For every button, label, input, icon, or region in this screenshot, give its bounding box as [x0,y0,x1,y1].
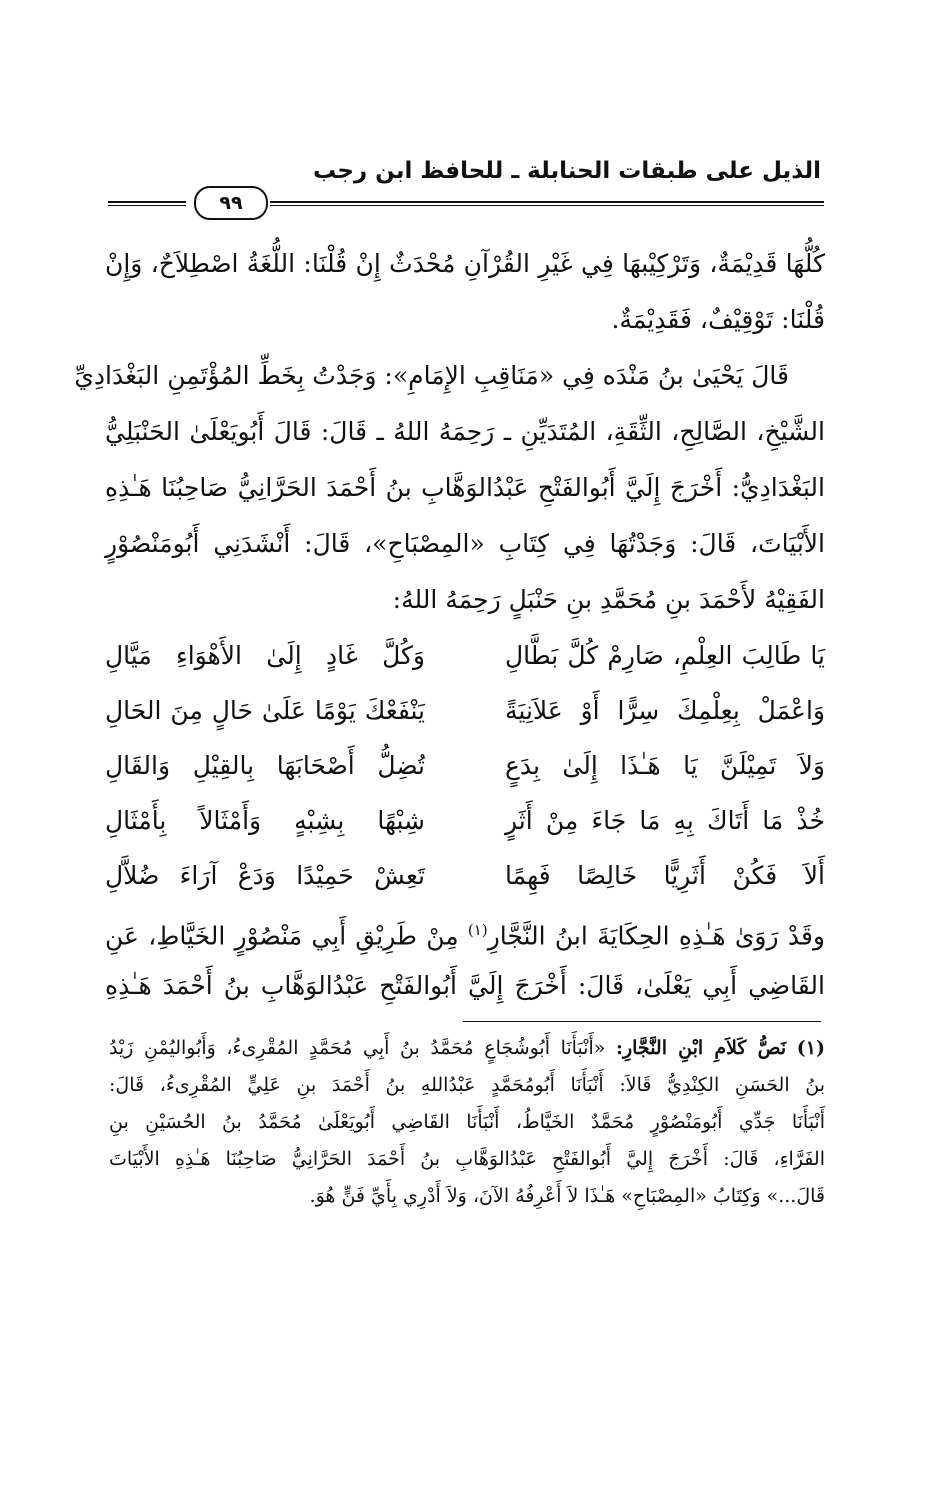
paragraph-2 [74,348,825,628]
verse-first-hemistich: وَاعْمَلْ بِعِلْمِكَ سِرًّا أَوْ عَلاَنِيَةً [505,696,825,725]
paragraph-1 [105,236,825,348]
running-header-title: الذيل على طبقات الحنابلة ـ للحافظ ابن رجب [312,158,821,184]
footnote-text: «أَنْبَأَنَا أَبُوشُجَاعٍ مُحَمَّدُ بنُ أَبِي مُحَمَّدٍ المُقْرِىءُ، وَأَبُواليُمْنِ زَيْدُ [109,1037,606,1059]
text-line [105,902,825,958]
poem-verse [105,793,825,848]
text-line: كُلُّهَا قَدِيْمَةٌ، وَتَرْكِيْبهَا فِي غَيْرِ القُرْآنِ مُحْدَثٌ إِنْ قُلْنَا: اللُّغَةُ اصْطِلاَحٌ، وَإِنْ [105,249,825,278]
footnote-marker: (١) [796,1037,825,1059]
text-line: قَالَ يَحْيَىٰ بنُ مَنْدَه فِي «مَنَاقِبِ الإِمَامِ»: وَجَدْتُ بِخَطِّ المُؤْتَمِنِ البَغْدَادِيِّ [74,361,789,390]
verse-second-hemistich: وَكُلَّ غَادٍ إِلَىٰ الأَهْوَاءِ مَيَّالِ [105,641,425,670]
verse-first-hemistich: يَا طَالِبَ العِلْمِ، صَارِمْ كُلَّ بَطَّالِ [505,641,825,670]
verse-second-hemistich: تُضِلُّ أَصْحَابَهَا بِالقِيْلِ وَالقَالِ [105,751,425,780]
verse-first-hemistich: خُذْ مَا أَتَاكَ بِهِ مَا جَاءَ مِنْ أَثَرٍ [505,806,825,835]
verse-second-hemistich: شِبْهًا بِشِبْهٍ وَأَمْثَالاً بِأَمْثَالِ [105,806,425,835]
text-segment: وقَدْ رَوَىٰ هَـٰذِهِ الحِكَايَةَ ابنُ النَّجَّارِ [487,921,825,951]
verse-second-hemistich: يَنْفَعْكَ يَوْمًا عَلَىٰ حَالٍ مِنَ الحَالِ [105,696,425,725]
header-rule-left [108,201,186,206]
footnote-reference[interactable]: (١) [467,921,488,939]
poem-verse [105,628,825,683]
header-rule-right [270,201,824,206]
header-rule-row [108,186,824,220]
verse-first-hemistich: وَلاَ تَمِيْلَنَّ يَا هَـٰذَا إِلَىٰ بِدَعٍ [505,751,825,780]
text-line: الشَّيْخِ، الصَّالِحِ، الثِّقَةِ، المُتَدَيِّنِ ـ رَحِمَهُ اللهُ ـ قَالَ: قَالَ أَبُويَعْلَىٰ الحَنْبَلِيُّ [105,417,825,446]
footnote-separator [463,1021,821,1022]
text-segment: مِنْ طَرِيْقِ أَبِي مَنْصُوْرٍ الخَيَّاطِ، عَنِ [105,921,459,951]
footnote-line: بنُ الحَسَنِ الكِنْدِيُّ قَالاَ: أَنْبَأَنَا أَبُومُحَمَّدٍ عَبْدُاللهِ بنُ أَحْمَدَ بنِ عَلِيٍّ المُقْرِىءُ، قَالَ: [109,1074,825,1096]
text-line: الأَبْيَاتَ، قَالَ: وَجَدْتُهَا فِي كِتَابِ «المِصْبَاحِ»، قَالَ: أَنْشَدَنِي أَبُومَنْصُوْرٍ [105,529,825,558]
verse-first-hemistich: أَلاَ فَكُنْ أَثَرِيًّا خَالِصًا فَهِمًا [505,861,825,890]
poem [105,628,825,903]
footnote-line [109,1030,825,1067]
footnote-line: قَالَ...» وَكِتَابُ «المِصْبَاحِ» هَـٰذَا لاَ أَعْرِفُهُ الآنَ، وَلاَ أَدْرِي بِأَيِّ فَنٍّ هُوَ. [309,1185,825,1207]
poem-verse [105,848,825,903]
verse-second-hemistich: تَعِشْ حَمِيْدًا وَدَعْ آرَاءَ ضُلاَّلِ [105,861,425,890]
footnote-lead: نَصُّ كَلاَمِ ابْنِ النَّجَّارِ: [615,1037,787,1059]
footnote-line: الفَرَّاءِ، قَالَ: أَخْرَجَ إِليَّ أَبُوالفَتْحِ عَبْدُالوَهَّابِ بنُ أَحْمَدَ الحَرَّانِيُّ صَاحِبُنَا هَـٰذِهِ الأَبْيَاتَ [109,1148,825,1170]
text-line: قُلْنَا: تَوْقِيْفٌ، فَقَدِيْمَةٌ. [611,305,825,334]
footnote-1 [109,1030,825,1215]
text-line: الفَقِيْهُ لأَحْمَدَ بنِ مُحَمَّدِ بنِ حَنْبَلٍ رَحِمَهُ اللهُ: [392,585,825,614]
paragraph-3 [105,902,825,1014]
footnote-line: أَنْبَأَنَا جَدِّي أَبُومَنْصُوْرٍ مُحَمَّدٌ الخَيَّاطُ، أَنْبَأَنَا القَاضِي أَبُويَعْلَىٰ مُحَمَّدُ بنُ الحُسَيْنِ بنِ [109,1111,825,1133]
text-line: القَاضِي أَبِي يَعْلَىٰ، قَالَ: أَخْرَجَ إِلَيَّ أَبُوالفَتْحِ عَبْدُالوَهَّابِ بنُ أَحْمَدَ هَـٰذِهِ [105,971,825,1000]
page-number: ٩٩ [194,186,268,220]
text-line: البَغْدَادِيُّ: أَخْرَجَ إِلَيَّ أَبُوالفَتْحِ عَبْدُالوَهَّابِ بنُ أَحْمَدَ الحَرَّانِيُّ صَاحِبُنَا هَـٰذِهِ [105,473,825,502]
poem-verse [105,738,825,793]
poem-verse [105,683,825,738]
